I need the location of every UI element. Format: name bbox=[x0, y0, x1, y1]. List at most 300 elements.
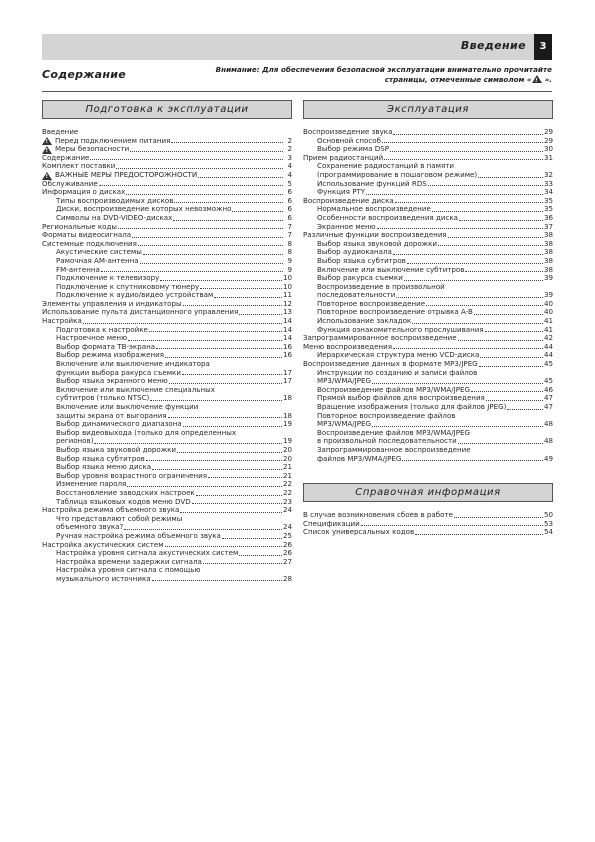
toc-page-number: 2 bbox=[287, 135, 292, 145]
contents-title: Содержание bbox=[42, 68, 126, 81]
toc-entry-text-cont: (программирование в пошаговом режиме) bbox=[317, 170, 478, 179]
toc-page-number: 7 bbox=[287, 221, 292, 231]
dot-leader bbox=[393, 348, 543, 349]
dot-leader bbox=[177, 452, 282, 453]
dot-leader bbox=[198, 177, 283, 178]
toc-entry bbox=[42, 455, 292, 464]
toc-entry-text: Введение bbox=[42, 128, 79, 136]
dot-leader bbox=[126, 194, 283, 195]
dot-leader bbox=[99, 185, 283, 186]
dot-leader bbox=[83, 323, 282, 324]
dot-leader bbox=[183, 305, 282, 306]
toc-page-number: 42 bbox=[543, 333, 553, 343]
dot-leader bbox=[372, 426, 543, 427]
toc-entry bbox=[42, 429, 292, 446]
toc-entry bbox=[42, 549, 292, 558]
toc-entry bbox=[303, 137, 553, 146]
dot-leader bbox=[458, 340, 543, 341]
toc-page-number: 17 bbox=[282, 376, 292, 386]
toc-entry-text: Подключение к аудио/видео устройствам bbox=[56, 291, 214, 300]
toc-page-number: 47 bbox=[543, 402, 553, 411]
toc-entry-text: Типы воспроизводимых дисков bbox=[56, 196, 174, 205]
toc-page-number: 40 bbox=[543, 307, 553, 317]
toc-entry bbox=[303, 412, 553, 429]
toc-entry-text: Различные функции воспроизведения bbox=[303, 231, 447, 240]
toc-entry-text: Инструкции по созданию и записи файлов bbox=[317, 367, 478, 377]
header-banner bbox=[42, 34, 552, 60]
warning-triangle-icon bbox=[42, 146, 52, 154]
dot-leader bbox=[143, 254, 283, 255]
toc-page-number: 35 bbox=[543, 195, 553, 205]
toc-entry-text: Выбор ракурса съемки bbox=[317, 274, 403, 283]
toc-entry bbox=[303, 446, 553, 463]
toc-entry bbox=[42, 326, 292, 335]
toc-page-number: 6 bbox=[287, 187, 292, 197]
toc-page-number: 38 bbox=[543, 247, 553, 257]
toc-entry-text: Выбор языка звуковой дорожки bbox=[317, 239, 438, 248]
notice-line-2-text: страницы, отмеченные символом « bbox=[384, 75, 532, 84]
dot-leader bbox=[479, 366, 543, 367]
toc-entry-text: Системные подключения bbox=[42, 239, 137, 248]
section-header-operation: Эксплуатация bbox=[303, 100, 553, 119]
toc-entry-text: Выбор аудиоканала bbox=[317, 248, 392, 257]
toc-entry bbox=[303, 214, 553, 223]
toc-page-number: 49 bbox=[543, 453, 553, 463]
toc-entry bbox=[42, 205, 292, 214]
toc-entry-text: Настройка времени задержки сигнала bbox=[56, 557, 202, 566]
dot-leader bbox=[118, 228, 283, 229]
toc-page-number: 32 bbox=[543, 169, 553, 179]
toc-entry bbox=[42, 128, 292, 137]
right-column bbox=[303, 100, 553, 537]
dot-leader bbox=[138, 245, 283, 246]
dot-leader bbox=[465, 271, 543, 272]
toc-entry-text-cont: MP3/WMA/JPEG bbox=[317, 377, 372, 386]
toc-page-number: 30 bbox=[543, 144, 553, 154]
toc-entry-text: Выбор языка звуковой дорожки bbox=[56, 445, 177, 454]
notice-line-2 bbox=[180, 75, 552, 85]
toc-entry-text: Подключение к телевизору bbox=[56, 274, 160, 283]
toc-entry-text-cont: в произвольной последовательности bbox=[317, 437, 457, 446]
toc-entry bbox=[303, 386, 553, 395]
toc-entry bbox=[42, 137, 292, 146]
toc-entry bbox=[42, 489, 292, 498]
toc-entry-text: Спецификации bbox=[303, 519, 360, 528]
toc-entry bbox=[303, 317, 553, 326]
toc-entry-text: Воспроизведение файлов MP3/WMA/JPEG bbox=[317, 427, 471, 437]
toc-entry bbox=[42, 446, 292, 455]
toc-entry-text: Рамочная АМ-антенна bbox=[56, 256, 139, 265]
toc-page-number: 31 bbox=[543, 152, 553, 162]
dot-leader bbox=[393, 134, 543, 135]
toc-entry bbox=[303, 343, 553, 352]
toc-entry bbox=[303, 528, 553, 537]
toc-entry bbox=[42, 463, 292, 472]
toc-entry-text: Информация о дисках bbox=[42, 188, 126, 197]
toc-entry bbox=[303, 197, 553, 206]
notice-line-2-end: ». bbox=[544, 75, 552, 84]
toc-entry bbox=[303, 128, 553, 137]
toc-page-number: 18 bbox=[282, 393, 292, 403]
toc-entry-text: Выбор языка экранного меню bbox=[56, 377, 168, 386]
toc-page-number: 22 bbox=[282, 479, 292, 489]
toc-page-number: 6 bbox=[287, 204, 292, 214]
toc-page-number: 44 bbox=[543, 341, 553, 351]
dot-leader bbox=[171, 142, 283, 143]
toc-entry-text: Использование пульта дистанционного управления bbox=[42, 308, 239, 317]
toc-entry-text: Включение или выключение функции bbox=[56, 402, 199, 411]
toc-page-number: 10 bbox=[282, 281, 292, 291]
toc-entry-text: Выбор видеовыхода (только для определенных bbox=[56, 427, 237, 437]
dot-leader bbox=[208, 477, 282, 478]
dot-leader bbox=[196, 495, 282, 496]
toc-entry bbox=[303, 394, 553, 403]
toc-page-number: 11 bbox=[282, 290, 292, 300]
toc-page-number: 36 bbox=[543, 212, 553, 222]
toc-page-number: 9 bbox=[287, 255, 292, 265]
dot-leader bbox=[404, 280, 543, 281]
toc-page-number: 47 bbox=[543, 393, 553, 403]
toc-entry-text: Использование закладок bbox=[317, 317, 412, 326]
toc-entry-text: Выбор языка субтитров bbox=[56, 454, 145, 463]
toc-entry bbox=[303, 266, 553, 275]
toc-entry-text: Настройка режима объемного звука bbox=[42, 506, 180, 515]
toc-page-number: 5 bbox=[287, 178, 292, 188]
toc-page-number: 35 bbox=[543, 204, 553, 214]
toc-entry-text: Выбор динамического диапазона bbox=[56, 420, 182, 429]
toc-entry bbox=[303, 205, 553, 214]
toc-entry bbox=[303, 326, 553, 335]
safety-notice bbox=[180, 65, 552, 85]
toc-entry bbox=[42, 480, 292, 489]
toc-entry-text: Включение или выключение индикатора bbox=[56, 359, 210, 369]
dot-leader bbox=[366, 194, 543, 195]
toc-list-reference bbox=[303, 511, 553, 537]
toc-entry bbox=[303, 283, 553, 300]
toc-page-number: 46 bbox=[543, 384, 553, 394]
toc-page-number: 2 bbox=[287, 144, 292, 154]
toc-entry-text: Что представляют собой режимы bbox=[56, 513, 183, 523]
dot-leader bbox=[372, 383, 543, 384]
toc-page-number: 20 bbox=[282, 453, 292, 463]
dot-leader bbox=[180, 512, 282, 513]
toc-entry-text: Изменение пароля bbox=[56, 480, 127, 489]
notice-line-1: Внимание: Для обеспечения безопасной эксплуатации внимательно прочитайте bbox=[215, 65, 552, 74]
toc-entry-text: Вращение изображения (только для файлов JPEG) bbox=[317, 403, 507, 411]
toc-entry-text: Основной способ bbox=[317, 136, 381, 145]
toc-page-number: 39 bbox=[543, 290, 553, 300]
dot-leader bbox=[152, 469, 282, 470]
dot-leader bbox=[395, 202, 543, 203]
toc-entry bbox=[42, 171, 292, 180]
section-header-reference: Справочная информация bbox=[303, 483, 553, 502]
dot-leader bbox=[239, 555, 282, 556]
toc-page-number: 8 bbox=[287, 247, 292, 257]
toc-entry-text: Список универсальных кодов bbox=[303, 528, 415, 537]
dot-leader bbox=[428, 185, 543, 186]
toc-entry bbox=[42, 283, 292, 292]
toc-entry bbox=[42, 145, 292, 154]
toc-page-number: 37 bbox=[543, 221, 553, 231]
toc-entry bbox=[303, 300, 553, 309]
section-header-preparation: Подготовка к эксплуатации bbox=[42, 100, 292, 119]
toc-page-number: 12 bbox=[282, 298, 292, 308]
toc-page-number: 25 bbox=[282, 530, 292, 540]
toc-entry-text-cont: файлов MP3/WMA/JPEG bbox=[317, 454, 402, 463]
toc-entry-text: Настроечное меню bbox=[56, 334, 128, 343]
toc-entry-text: Включение или выключение специальных bbox=[56, 384, 215, 394]
toc-page-number: 18 bbox=[282, 410, 292, 420]
dot-leader bbox=[390, 151, 543, 152]
toc-entry bbox=[42, 223, 292, 232]
toc-page-number: 50 bbox=[543, 510, 553, 520]
warning-triangle-icon bbox=[42, 172, 52, 180]
toc-entry-text-cont: регионов) bbox=[56, 437, 94, 446]
toc-page-number: 21 bbox=[282, 462, 292, 472]
page-number: 3 bbox=[534, 34, 552, 60]
toc-entry-text: Воспроизведение диска bbox=[303, 196, 394, 205]
toc-page-number: 16 bbox=[282, 350, 292, 360]
dot-leader bbox=[432, 211, 543, 212]
toc-page-number: 17 bbox=[282, 367, 292, 377]
dot-leader bbox=[128, 340, 282, 341]
toc-entry bbox=[303, 248, 553, 257]
toc-page-number: 28 bbox=[282, 573, 292, 583]
dot-leader bbox=[146, 460, 282, 461]
toc-entry bbox=[42, 343, 292, 352]
dot-leader bbox=[407, 263, 543, 264]
toc-entry-text: Повторное воспроизведение bbox=[317, 299, 426, 308]
toc-entry bbox=[42, 472, 292, 481]
toc-entry-text: Акустические системы bbox=[56, 248, 142, 257]
toc-list-operation bbox=[303, 128, 553, 463]
toc-page-number: 22 bbox=[282, 487, 292, 497]
toc-entry-text-cont: субтитров (только NTSC) bbox=[56, 394, 150, 403]
toc-entry bbox=[42, 334, 292, 343]
toc-entry-text: Элементы управления и индикаторы bbox=[42, 299, 182, 308]
dot-leader bbox=[90, 159, 283, 160]
toc-entry-text: Включение или выключение субтитров bbox=[317, 265, 465, 274]
toc-entry bbox=[42, 188, 292, 197]
dot-leader bbox=[474, 314, 543, 315]
dot-leader bbox=[174, 202, 283, 203]
dot-leader bbox=[382, 142, 543, 143]
toc-entry-text: Настройка акустических систем bbox=[42, 540, 164, 549]
dot-leader bbox=[377, 228, 543, 229]
toc-entry bbox=[42, 317, 292, 326]
dot-leader bbox=[169, 383, 282, 384]
toc-entry bbox=[42, 403, 292, 420]
toc-entry-text-cont: функции выбора ракурса съемки bbox=[56, 368, 181, 377]
toc-entry bbox=[42, 386, 292, 403]
dot-leader bbox=[165, 357, 282, 358]
dot-leader bbox=[127, 486, 282, 487]
dot-leader bbox=[140, 263, 283, 264]
toc-page-number: 24 bbox=[282, 505, 292, 515]
dot-leader bbox=[150, 400, 282, 401]
toc-entry bbox=[303, 351, 553, 360]
dot-leader bbox=[239, 314, 282, 315]
toc-entry bbox=[42, 214, 292, 223]
toc-entry bbox=[42, 154, 292, 163]
dot-leader bbox=[222, 538, 282, 539]
toc-entry-text: Нормальное воспроизведение bbox=[317, 205, 431, 214]
dot-leader bbox=[160, 280, 282, 281]
toc-entry-text: Функция PTY bbox=[317, 188, 366, 197]
toc-entry-text: Прием радиостанций bbox=[303, 153, 384, 162]
toc-page-number: 54 bbox=[543, 527, 553, 537]
toc-entry bbox=[42, 541, 292, 550]
toc-entry bbox=[42, 257, 292, 266]
dot-leader bbox=[448, 237, 543, 238]
toc-entry-text: Воспроизведение данных в формате MP3/JPEG bbox=[303, 360, 478, 369]
toc-list-preparation bbox=[42, 128, 292, 583]
dot-leader bbox=[415, 534, 543, 535]
toc-page-number: 19 bbox=[282, 419, 292, 429]
toc-entry-text: Функция ознакомительного прослушивания bbox=[317, 325, 484, 334]
toc-entry-text: Выбор языка субтитров bbox=[317, 256, 406, 265]
dot-leader bbox=[152, 580, 282, 581]
dot-leader bbox=[471, 391, 543, 392]
toc-entry bbox=[42, 498, 292, 507]
toc-page-number: 26 bbox=[282, 548, 292, 558]
toc-entry-text-cont: объемного звука? bbox=[56, 523, 124, 532]
dot-leader bbox=[507, 409, 543, 410]
toc-entry-text: Таблица языковых кодов меню DVD bbox=[56, 497, 191, 506]
toc-entry-text-cont: последовательности bbox=[317, 291, 396, 300]
toc-entry bbox=[303, 429, 553, 446]
dot-leader bbox=[459, 220, 543, 221]
toc-entry-text: Настройка уровня сигнала с помощью bbox=[56, 565, 201, 575]
toc-entry bbox=[303, 188, 553, 197]
toc-entry bbox=[303, 334, 553, 343]
dot-leader bbox=[192, 503, 282, 504]
toc-entry-text: Меню воспроизведения bbox=[303, 342, 392, 351]
dot-leader bbox=[361, 525, 543, 526]
warning-triangle-icon bbox=[42, 137, 52, 145]
toc-entry-text-cont: музыкального источника bbox=[56, 574, 151, 583]
dot-leader bbox=[132, 237, 283, 238]
toc-entry-text: Перед подключением питания bbox=[55, 136, 171, 145]
dot-leader bbox=[124, 529, 282, 530]
toc-entry bbox=[303, 162, 553, 179]
toc-entry bbox=[303, 308, 553, 317]
toc-page-number: 45 bbox=[543, 359, 553, 369]
dot-leader bbox=[168, 417, 282, 418]
left-column bbox=[42, 100, 292, 583]
toc-entry-text: Восстановление заводских настроек bbox=[56, 488, 195, 497]
toc-entry-text: Меры безопасности bbox=[55, 145, 130, 154]
toc-entry-text: Повторное воспроизведение файлов bbox=[317, 410, 456, 420]
toc-page-number: 14 bbox=[282, 324, 292, 334]
dot-leader bbox=[402, 460, 543, 461]
toc-entry-text: Запрограммированное воспроизведение bbox=[303, 334, 457, 343]
toc-entry bbox=[42, 308, 292, 317]
toc-entry-text: Выбор уровня возрастного ограничения bbox=[56, 471, 208, 480]
toc-page-number: 21 bbox=[282, 470, 292, 480]
toc-entry bbox=[42, 240, 292, 249]
toc-entry bbox=[42, 360, 292, 377]
toc-entry bbox=[42, 274, 292, 283]
toc-entry-text: Воспроизведение в произвольной bbox=[317, 281, 445, 291]
toc-entry-text: Диски, воспроизведение которых невозможно bbox=[56, 205, 232, 214]
toc-page-number: 4 bbox=[287, 161, 292, 171]
toc-page-number: 14 bbox=[282, 316, 292, 326]
toc-page-number: 8 bbox=[287, 238, 292, 248]
dot-leader bbox=[426, 305, 543, 306]
toc-entry bbox=[303, 145, 553, 154]
toc-page-number: 7 bbox=[287, 230, 292, 240]
toc-entry bbox=[42, 515, 292, 532]
dot-leader bbox=[130, 151, 283, 152]
toc-entry-text: Выбор режима изображения bbox=[56, 351, 164, 360]
toc-page-number: 48 bbox=[543, 436, 553, 446]
toc-entry-text: Выбор режима DSP bbox=[317, 145, 390, 154]
toc-entry bbox=[303, 369, 553, 386]
toc-entry-text: Прямой выбор файлов для воспроизведения bbox=[317, 394, 485, 403]
toc-page-number: 4 bbox=[287, 169, 292, 179]
dot-leader bbox=[412, 323, 543, 324]
toc-page-number: 41 bbox=[543, 316, 553, 326]
toc-page-number: 24 bbox=[282, 522, 292, 532]
toc-entry-text: Содержание bbox=[42, 153, 90, 162]
dot-leader bbox=[232, 211, 283, 212]
toc-entry bbox=[42, 248, 292, 257]
toc-entry-text: Ручная настройка режима объемного звука bbox=[56, 531, 221, 540]
toc-page-number: 38 bbox=[543, 264, 553, 274]
toc-page-number: 27 bbox=[282, 556, 292, 566]
toc-entry-text: Форматы видеосигнала bbox=[42, 231, 132, 240]
dot-leader bbox=[183, 426, 282, 427]
toc-page-number: 10 bbox=[282, 273, 292, 283]
dot-leader bbox=[485, 331, 543, 332]
toc-entry bbox=[42, 231, 292, 240]
toc-page-number: 20 bbox=[282, 444, 292, 454]
toc-entry bbox=[303, 180, 553, 189]
toc-entry-text: Подключение к спутниковому тюнеру bbox=[56, 282, 200, 291]
dot-leader bbox=[200, 288, 282, 289]
dot-leader bbox=[454, 517, 543, 518]
dot-leader bbox=[149, 331, 282, 332]
dot-leader bbox=[393, 254, 543, 255]
toc-entry-text: Воспроизведение звука bbox=[303, 128, 393, 136]
dot-leader bbox=[214, 297, 282, 298]
toc-entry-text: ВАЖНЫЕ МЕРЫ ПРЕДОСТОРОЖНОСТИ bbox=[55, 170, 198, 179]
toc-page-number: 26 bbox=[282, 539, 292, 549]
toc-entry-text-cont: защиты экрана от выгорания bbox=[56, 411, 167, 420]
dot-leader bbox=[478, 177, 543, 178]
toc-entry-text: Комплект поставки bbox=[42, 162, 116, 171]
toc-page-number: 38 bbox=[543, 230, 553, 240]
toc-page-number: 48 bbox=[543, 419, 553, 429]
toc-page-number: 6 bbox=[287, 212, 292, 222]
header-divider bbox=[42, 91, 552, 92]
toc-entry-text: Иерархическая структура меню VCD-диска bbox=[317, 351, 480, 360]
dot-leader bbox=[156, 348, 282, 349]
toc-page-number: 13 bbox=[282, 307, 292, 317]
toc-page-number: 38 bbox=[543, 238, 553, 248]
dot-leader bbox=[384, 159, 543, 160]
toc-entry-text: Сохранение радиостанций в памяти bbox=[317, 161, 455, 171]
warning-triangle-icon bbox=[532, 75, 542, 83]
toc-page-number: 38 bbox=[543, 255, 553, 265]
toc-page-number: 34 bbox=[543, 187, 553, 197]
toc-entry bbox=[42, 532, 292, 541]
toc-page-number: 29 bbox=[543, 135, 553, 145]
toc-entry-text: Воспроизведение файлов MP3/WMA/JPEG bbox=[317, 385, 471, 394]
toc-entry-text-cont: MP3/WMA/JPEG bbox=[317, 420, 372, 429]
toc-entry bbox=[42, 197, 292, 206]
